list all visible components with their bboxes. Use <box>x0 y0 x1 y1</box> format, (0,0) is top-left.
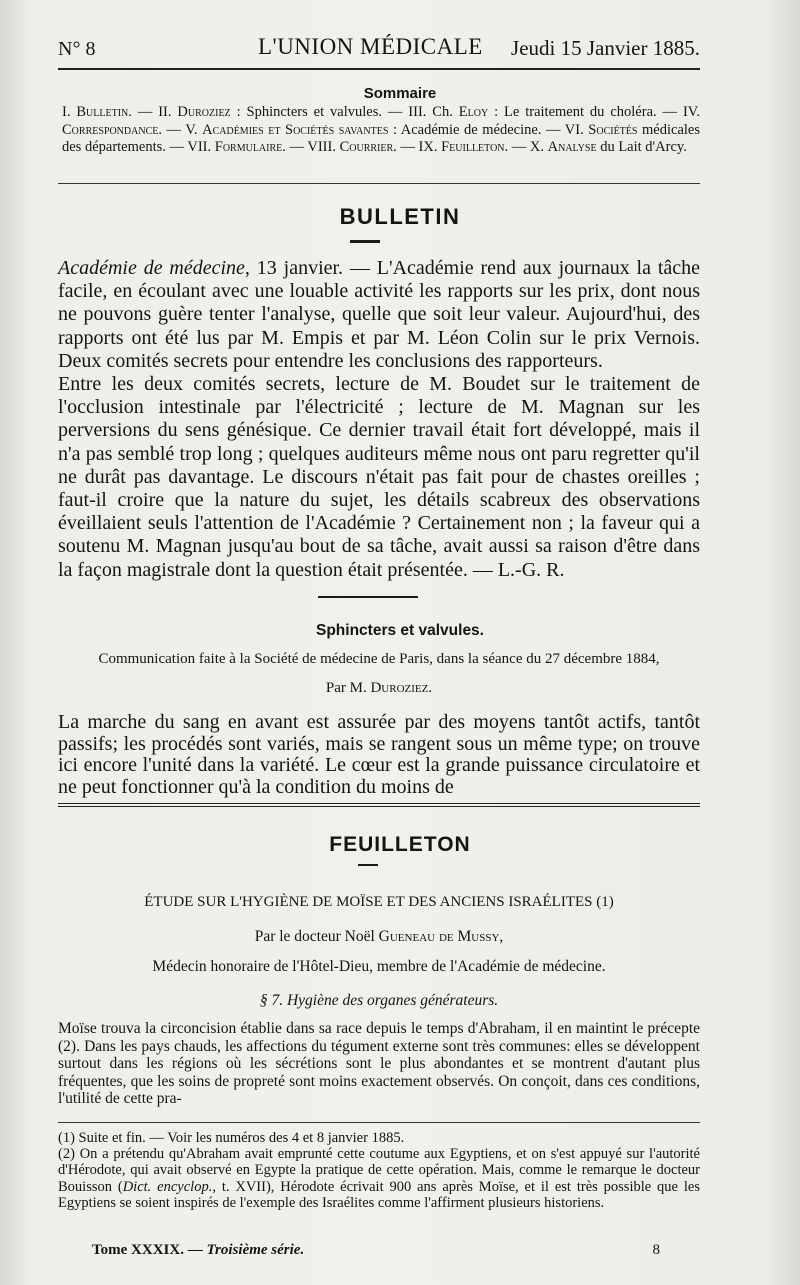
sommaire-part: — II. <box>131 104 178 120</box>
footnote-1: (1) Suite et fin. — Voir les numéros des 4 et 8 janvier 1885. <box>58 1130 405 1146</box>
author-prefix: Par le docteur Noël <box>254 928 379 945</box>
feuilleton-rule <box>58 803 700 807</box>
footnote-2-citation: Dict. encyclop. <box>122 1178 213 1195</box>
header-rule <box>58 68 700 70</box>
footnote-rule <box>58 1122 700 1123</box>
sommaire-feuilleton: Feuilleton. <box>441 139 509 155</box>
author-suffix: , <box>499 928 504 945</box>
sommaire-societes: Sociétés <box>588 121 638 138</box>
bulletin-lead: Académie de médecine, <box>58 257 250 279</box>
sommaire-bulletin: Bulletin. <box>76 104 132 120</box>
sphincters-communication: Communication faite à la Société de médecine de Paris, dans la séance du 27 décembre 1884, <box>98 651 660 667</box>
author-suffix: . <box>428 680 433 696</box>
sphincters-title: Sphincters et valvules. <box>316 622 484 639</box>
study-author-role: Médecin honoraire de l'Hôtel-Dieu, membre de l'Académie de médecine. <box>152 958 606 975</box>
sommaire-formulaire: Formulaire. <box>214 139 286 155</box>
sommaire-part: — V. <box>161 121 203 138</box>
sommaire-part: — VIII. <box>285 139 340 155</box>
author-name: Duroziez <box>370 680 429 696</box>
sommaire-analyse: Analyse <box>547 139 597 155</box>
feuilleton-title: FEUILLETON <box>329 833 471 856</box>
bulletin-paragraph: Entre les deux comités secrets, lecture de M. Boudet sur le traitement de l'occlusion intestinale par l'électricité ; lecture de M. Magnan sur les perversions du sens génésique. Ce dernier travail était fort développé, mais il n'a pas semblé trop long ; quelques auditeurs même nous ont paru regretter qu'il ne durât pas davantage. Le discours n'était pas fait pour de chastes oreilles ; faut-il croire que la nature du sujet, les détails scabreux des observations éveillaient seuls l'attention de l'Académie ? Certainement non ; la faveur qui a soutenu M. Magnan jusqu'au bout de sa tâche, avait aussi sa raison d'être dans la façon magistrale dont la question était présentée. — L.-G. R. <box>58 373 700 581</box>
issue-number: N° 8 <box>58 38 96 60</box>
study-title: ÉTUDE SUR L'HYGIÈNE DE MOÏSE ET DES ANCIENS ISRAÉLITES (1) <box>144 894 614 910</box>
sommaire-part: du Lait d'Arcy. <box>596 139 687 155</box>
study-section-heading: § 7. Hygiène des organes générateurs. <box>259 992 499 1009</box>
sommaire-part: — IX. <box>396 139 442 155</box>
sommaire-rule <box>58 183 700 184</box>
author-name: Gueneau de Mussy <box>378 928 500 945</box>
feuilleton-bar <box>358 864 378 866</box>
sommaire-part: médicales des départements. — VII. <box>62 121 700 155</box>
footnote-2-end: , t. XVII), Hérodote écrivait 900 ans après Moïse, et il est très possible que les Egyptiens se soient inspirés de l'exemple des Israélites comme l'affirment plusieurs historiens. <box>58 1178 700 1211</box>
page-footer <box>92 1242 660 1259</box>
sommaire-part: — X. <box>508 139 548 155</box>
footnote-2 <box>58 1146 700 1211</box>
author-prefix: Par M. <box>325 680 371 696</box>
bulletin-text: 13 janvier. — L'Académie rend aux journaux la tâche facile, en écoulant avec une louable activité les rapports sur les prix, dont nous ne pouvons guère tenter l'analyse, quelle que soit leur valeur. Aujourd'hui, des rapports ont été lus par M. Empis et par M. Léon Colin sur le prix Vernois. Deux comités secrets pour entendre les conclusions des rapporteurs. <box>58 257 701 372</box>
feuilleton-body <box>58 1020 700 1108</box>
sphincters-paragraph: La marche du sang en avant est assurée par des moyens tantôt actifs, tantôt passifs; les procédés sont variés, mais se rangent sous un même type; on trouve ici encore l'unité dans la variété. Le cœur est la grande puissance circulatoire et ne peut fonctionner qu'à la condition du moins de <box>58 711 700 798</box>
bulletin-paragraph <box>58 257 700 373</box>
bulletin-body <box>58 257 700 582</box>
bulletin-title: BULLETIN <box>339 204 461 229</box>
sommaire-title: Sommaire <box>363 85 437 102</box>
footer-series: Troisième série. <box>206 1242 305 1258</box>
page-header <box>58 34 700 64</box>
sommaire-part: : Le traitement du choléra. — IV. <box>488 104 701 120</box>
journal-title: L'UNION MÉDICALE <box>258 34 483 59</box>
sommaire-text <box>62 104 700 157</box>
page-number: 8 <box>652 1242 660 1258</box>
sommaire-courrier: Courrier. <box>339 139 397 155</box>
footnote-2-start: (2) On a prétendu qu'Abraham avait emprunté cette coutume aux Egyptiens, et on s'est appuyé sur l'autorité d'Hérodote, qui avait observé en Egypte la pratique de cette opération. Mais, comme le remarque le docteur Bouisson ( <box>58 1146 700 1195</box>
sphincters-body <box>58 712 700 798</box>
sommaire-academies: Académies et Sociétés savantes <box>202 121 389 138</box>
bulletin-bar <box>350 240 380 243</box>
sphincters-author-line <box>58 680 700 697</box>
sommaire-duroziez: Duroziez <box>177 104 231 120</box>
sommaire-eloy: Eloy <box>458 104 489 120</box>
sommaire-part: I. <box>62 104 71 120</box>
sommaire-part: : Sphincters et valvules. — III. Ch. <box>230 104 459 120</box>
sommaire-part: : Académie de médecine. — VI. <box>388 121 589 138</box>
sommaire-correspondance: Correspondance. <box>62 121 162 138</box>
footnotes <box>58 1130 700 1211</box>
footer-volume: Tome XXXIX. — <box>92 1242 207 1258</box>
issue-date: Jeudi 15 Janvier 1885. <box>511 36 700 60</box>
study-author-line <box>58 928 700 946</box>
feuilleton-paragraph: Moïse trouva la circoncision établie dans sa race depuis le temps d'Abraham, il en maintint le précepte (2). Dans les pays chauds, les affections du tégument externe sont très communes: elles se développent surtout dans les régions où les sécrétions sont le plus abondantes et se montrent d'autant plus fréquentes, que les soins de propreté sont moins exactement observés. On conçoit, dans ces conditions, l'utilité de cette pra- <box>58 1020 700 1107</box>
section-separator <box>318 596 418 598</box>
